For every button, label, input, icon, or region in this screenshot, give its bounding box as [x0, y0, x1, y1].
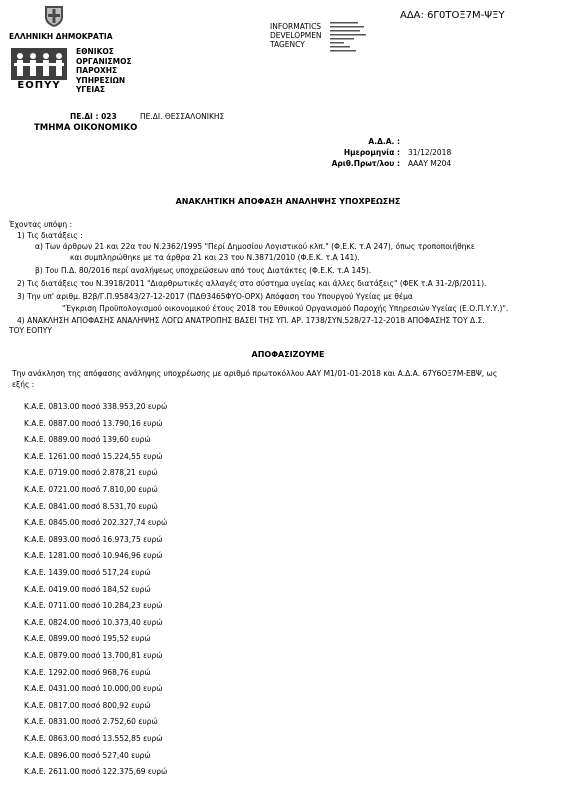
clause-3: 3) Την υπ' αριθμ. Β2β/Γ.Π.95843/27-12-2017 (ΠΔΘ3465ΦΥΟ-ΟΡΧ) Απόφαση του Υπουργού Υγείας με θέμα [17, 292, 413, 301]
list-item: Κ.Α.Ε. 0719.00 ποσό 2.878,21 ευρώ [24, 468, 158, 478]
decision-text-cont: εξής : [12, 380, 35, 389]
document-title: ΑΝΑΚΛΗΤΙΚΗ ΑΠΟΦΑΣΗ ΑΝΑΛΗΨΗΣ ΥΠΟΧΡΕΩΣΗΣ [175, 197, 401, 206]
pedi-code: ΠΕ.ΔΙ : 023 [70, 112, 117, 121]
list-item: Κ.Α.Ε. 0419.00 ποσό 184,52 ευρώ [24, 584, 151, 594]
clause-3-cont: "Έγκριση Προϋπολογισμού οικονομικού έτους 2018 του Εθνικού Οργανισμού Παροχής Υπηρεσιών Υγείας (Ε.Ο.Π.Υ.Υ.)". [62, 304, 509, 313]
ministry-label: ΕΛΛΗΝΙΚΗ ΔΗΜΟΚΡΑΤΙΑ [9, 32, 113, 41]
list-item: Κ.Α.Ε. 1439.00 ποσό 517,24 ευρώ [24, 568, 151, 577]
list-item: Κ.Α.Ε. 0841.00 ποσό 8.531,70 ευρώ [24, 501, 158, 511]
ada-label: Α.Δ.Α. : [368, 137, 400, 146]
list-item: Κ.Α.Ε. 0887.00 ποσό 13.790,16 ευρώ [24, 418, 163, 428]
logo-text: ΕΟΠΥΥ [17, 80, 61, 91]
clause-2: 2) Τις διατάξεις του Ν.3918/2011 "Διαρθρωτικές αλλαγές στο σύστημα υγείας και άλλες διατάξεις" (ΦΕΚ τ.Α 31-2/β/2011). [17, 279, 487, 288]
decision-text: Την ανάκληση της απόφασης ανάληψης υποχρέωσης με αριθμό πρωτοκόλλου ΑΑΥ Μ1/01-01-2018 και Α.Δ.Α. 67Υ6ΟΞ7Μ-ΕΒΨ, ως [12, 369, 498, 378]
digital-signature-stamp: INFORMATICS DEVELOPMEN TAGENCY [270, 22, 322, 49]
department: ΤΜΗΜΑ ΟΙΚΟΝΟΜΙΚΟ [34, 123, 138, 133]
clause-1a: α) Των άρθρων 21 και 22α του Ν.2362/1995 "Περί Δημοσίου Λογιστικού κλπ." (Φ.Ε.Κ. τ.Α 247), όπως τροποποιήθηκε [35, 242, 475, 251]
list-item: Κ.Α.Ε. 2611.00 ποσό 122.375,69 ευρώ [24, 767, 168, 777]
protocol-value: ΑΑΑΥ Μ204 [408, 159, 452, 168]
list-item: Κ.Α.Ε. 0889.00 ποσό 139,60 ευρώ [24, 435, 151, 445]
decision-heading: ΑΠΟΦΑΣΙΖΟΥΜΕ [251, 350, 325, 359]
list-item: Κ.Α.Ε. 0899.00 ποσό 195,52 ευρώ [24, 634, 151, 644]
list-item: Κ.Α.Ε. 1261.00 ποσό 15.224,55 ευρώ [24, 451, 163, 461]
list-item: Κ.Α.Ε. 0893.00 ποσό 16.973,75 ευρώ [24, 534, 163, 544]
list-item: Κ.Α.Ε. 0817.00 ποσό 800,92 ευρώ [24, 700, 151, 710]
list-item: Κ.Α.Ε. 0831.00 ποσό 2.752,60 ευρώ [24, 717, 158, 727]
list-item: Κ.Α.Ε. 0431.00 ποσό 10.000,00 ευρώ [24, 684, 163, 694]
ada-number: ΑΔΑ: 6Γ0ΤΟΞ7Μ-ΨΞΥ [400, 10, 505, 21]
list-item: Κ.Α.Ε. 0896.00 ποσό 527,40 ευρώ [24, 750, 151, 760]
date-value: 31/12/2018 [408, 148, 452, 157]
org-name: ΕΘΝΙΚΟΣ ΟΡΓΑΝΙΣΜΟΣ ΠΑΡΟΧΗΣ ΥΠΗΡΕΣΙΩΝ ΥΓΕΙΑΣ [76, 47, 132, 94]
list-item: Κ.Α.Ε. 0879.00 ποσό 13.700,81 ευρώ [24, 651, 163, 660]
list-item: Κ.Α.Ε. 1281.00 ποσό 10.946,96 ευρώ [24, 551, 163, 561]
clause-1a-cont: και συμπληρώθηκε με τα άρθρα 21 και 23 του Ν.3871/2010 (Φ.Ε.Κ. τ.Α 141). [70, 253, 360, 262]
date-label: Ημερομηνία : [343, 148, 400, 157]
clause-4-cont: ΤΟΥ ΕΟΠΥΥ [9, 326, 52, 335]
list-item: Κ.Α.Ε. 0813.00 ποσό 338.953,20 ευρώ [24, 402, 168, 411]
clause-1b: β) Του Π.Δ. 80/2016 περί αναλήψεως υποχρεώσεων από τους Διατάκτες (Φ.Ε.Κ. τ.Α 145). [35, 266, 372, 275]
list-item: Κ.Α.Ε. 0721.00 ποσό 7.810,00 ευρώ [24, 485, 158, 494]
list-item: Κ.Α.Ε. 0824.00 ποσό 10.373,40 ευρώ [24, 617, 163, 627]
intro-text: Έχοντας υπόψη : [9, 220, 73, 229]
signature-details-icon [330, 21, 370, 55]
list-item: Κ.Α.Ε. 0711.00 ποσό 10.284,23 ευρώ [24, 601, 163, 611]
clause-1: 1) Τις διατάξεις : [17, 231, 83, 240]
coat-of-arms-icon [42, 4, 66, 28]
list-item: Κ.Α.Ε. 0845.00 ποσό 202.327,74 ευρώ [24, 518, 168, 528]
list-item: Κ.Α.Ε. 1292.00 ποσό 968,76 ευρώ [24, 667, 151, 677]
pedi-name: ΠΕ.ΔΙ. ΘΕΣΣΑΛΟΝΙΚΗΣ [140, 112, 225, 121]
clause-4: 4) ΑΝΑΚΛΗΣΗ ΑΠΟΦΑΣΗΣ ΑΝΑΛΗΨΗΣ ΛΟΓΩ ΑΝΑΤΡΟΠΗΣ ΒΑΣΕΙ ΤΗΣ ΥΠ. ΑΡ. 1738/ΣΥΝ.528/27-12-2018 ΑΠΟΦΑΣΗΣ ΤΟΥ Δ.Σ. [17, 316, 485, 325]
protocol-label: Αριθ.Πρωτ/λου : [331, 159, 400, 168]
list-item: Κ.Α.Ε. 0863.00 ποσό 13.552,85 ευρώ [24, 734, 163, 743]
